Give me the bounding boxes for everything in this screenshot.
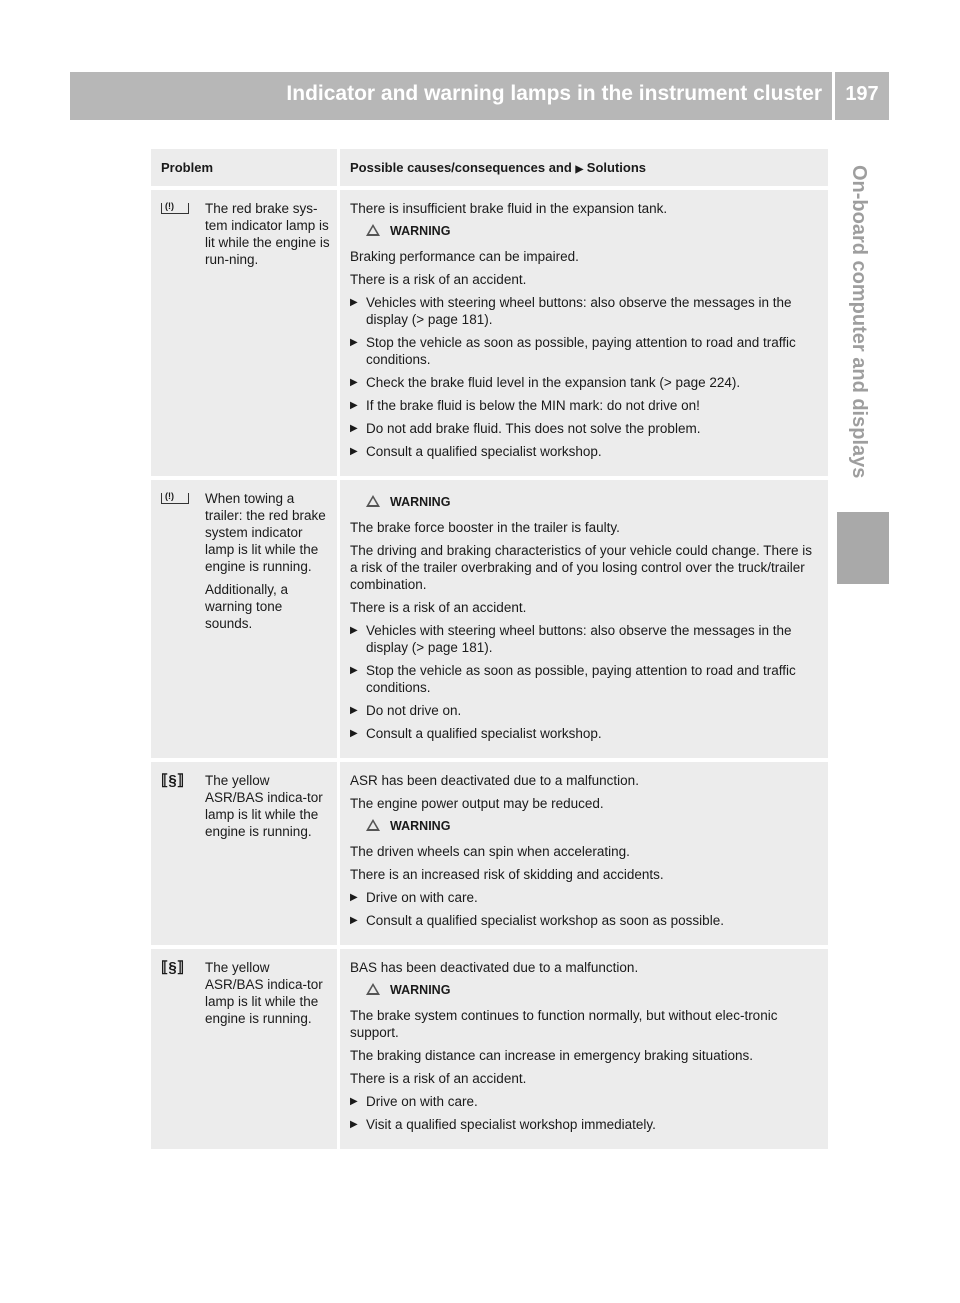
page-header	[70, 72, 832, 120]
step-item: ▶ Consult a qualified specialist workshop.	[350, 443, 820, 460]
brake-warning-icon	[161, 490, 197, 506]
page-number: 197	[845, 83, 879, 105]
problem-text: The yellow ASR/BAS indica-tor lamp is lit while the engine is running.	[205, 960, 323, 1026]
table-header-row	[151, 149, 828, 186]
step-item: ▶ Vehicles with steering wheel buttons: also observe the messages in the display (> page 181).	[350, 622, 820, 656]
warning-heading	[366, 223, 820, 240]
problem-cell	[151, 949, 337, 1149]
solution-cell	[340, 480, 828, 758]
warning-text: The brake force booster in the trailer is faulty.	[350, 520, 620, 535]
warning-text: Braking performance can be impaired.	[350, 249, 579, 264]
step-item: ▶ Consult a qualified specialist workshop as soon as possible.	[350, 912, 820, 929]
col-problem: Problem	[151, 149, 337, 186]
col-solutions	[340, 149, 828, 186]
cause-text: The engine power output may be reduced.	[350, 796, 604, 811]
warning-triangle-icon	[366, 495, 380, 507]
problem-cell	[151, 190, 337, 476]
problem-text: Additionally, a warning tone sounds.	[205, 582, 289, 631]
warning-heading	[366, 818, 820, 835]
step-item: ▶ Vehicles with steering wheel buttons: also observe the messages in the display (> page 181).	[350, 294, 820, 328]
step-item: ▶ Visit a qualified specialist workshop immediately.	[350, 1116, 820, 1133]
asr-bas-icon: ⟦§⟧	[161, 772, 185, 789]
step-item: ▶ Drive on with care.	[350, 1093, 820, 1110]
solution-cell	[340, 949, 828, 1149]
problem-cell	[151, 480, 337, 758]
warning-text: The brake system continues to function normally, but without elec-tronic support.	[350, 1008, 778, 1040]
table-row	[151, 190, 828, 476]
step-item: ▶ Consult a qualified specialist workshop.	[350, 725, 820, 742]
warning-text: The driven wheels can spin when accelerating.	[350, 844, 630, 859]
table-row	[151, 949, 828, 1149]
step-item: ▶ Do not add brake fluid. This does not solve the problem.	[350, 420, 820, 437]
solution-cell	[340, 190, 828, 476]
step-item: ▶ Check the brake fluid level in the expansion tank (> page 224).	[350, 374, 820, 391]
table-row	[151, 480, 828, 758]
brake-warning-icon	[161, 200, 197, 216]
side-tab-label: On-board computer and displays	[848, 165, 870, 479]
warning-heading	[366, 494, 820, 511]
step-item: ▶ Do not drive on.	[350, 702, 820, 719]
warning-label: WARNING	[390, 983, 451, 997]
step-arrow-icon: ▶	[575, 164, 584, 175]
cause-text: There is insufficient brake fluid in the expansion tank.	[350, 201, 668, 216]
indicator-table	[148, 145, 831, 1153]
problem-text: The red brake sys-tem indicator lamp is lit while the engine is run-ning.	[205, 201, 330, 267]
warning-text: The braking distance can increase in emergency braking situations.	[350, 1048, 753, 1063]
warning-text: There is a risk of an accident.	[350, 1071, 527, 1086]
warning-triangle-icon	[366, 983, 380, 995]
asr-bas-icon: ⟦§⟧	[161, 959, 185, 976]
cause-text: ASR has been deactivated due to a malfunction.	[350, 773, 639, 788]
side-tab-marker	[837, 512, 889, 584]
warning-text: The driving and braking characteristics of your vehicle could change. There is a risk of the trailer overbraking and of you losing control over the truck/trailer combination.	[350, 543, 812, 592]
step-item: ▶ Stop the vehicle as soon as possible, paying attention to road and traffic conditions.	[350, 662, 820, 696]
warning-triangle-icon	[366, 224, 380, 236]
step-item: ▶ Drive on with care.	[350, 889, 820, 906]
problem-cell	[151, 762, 337, 945]
warning-label: WARNING	[390, 224, 451, 238]
warning-text: There is a risk of an accident.	[350, 600, 527, 615]
warning-triangle-icon	[366, 819, 380, 831]
warning-heading	[366, 982, 820, 999]
cause-text: BAS has been deactivated due to a malfunction.	[350, 960, 639, 975]
page-number-box	[835, 72, 889, 120]
warning-label: WARNING	[390, 495, 451, 509]
col-solutions-tail: Solutions	[586, 160, 646, 175]
col-solutions-label: Possible causes/consequences and	[350, 160, 572, 175]
solution-cell	[340, 762, 828, 945]
warning-text: There is a risk of an accident.	[350, 272, 527, 287]
warning-text: There is an increased risk of skidding and accidents.	[350, 867, 664, 882]
step-item: ▶ Stop the vehicle as soon as possible, paying attention to road and traffic conditions.	[350, 334, 820, 368]
table-row	[151, 762, 828, 945]
problem-text: The yellow ASR/BAS indica-tor lamp is lit while the engine is running.	[205, 773, 323, 839]
page-title: Indicator and warning lamps in the instrument cluster	[286, 82, 822, 105]
problem-text: When towing a trailer: the red brake system indicator lamp is lit while the engine is running.	[205, 491, 326, 574]
step-item: ▶ If the brake fluid is below the MIN mark: do not drive on!	[350, 397, 820, 414]
warning-label: WARNING	[390, 819, 451, 833]
